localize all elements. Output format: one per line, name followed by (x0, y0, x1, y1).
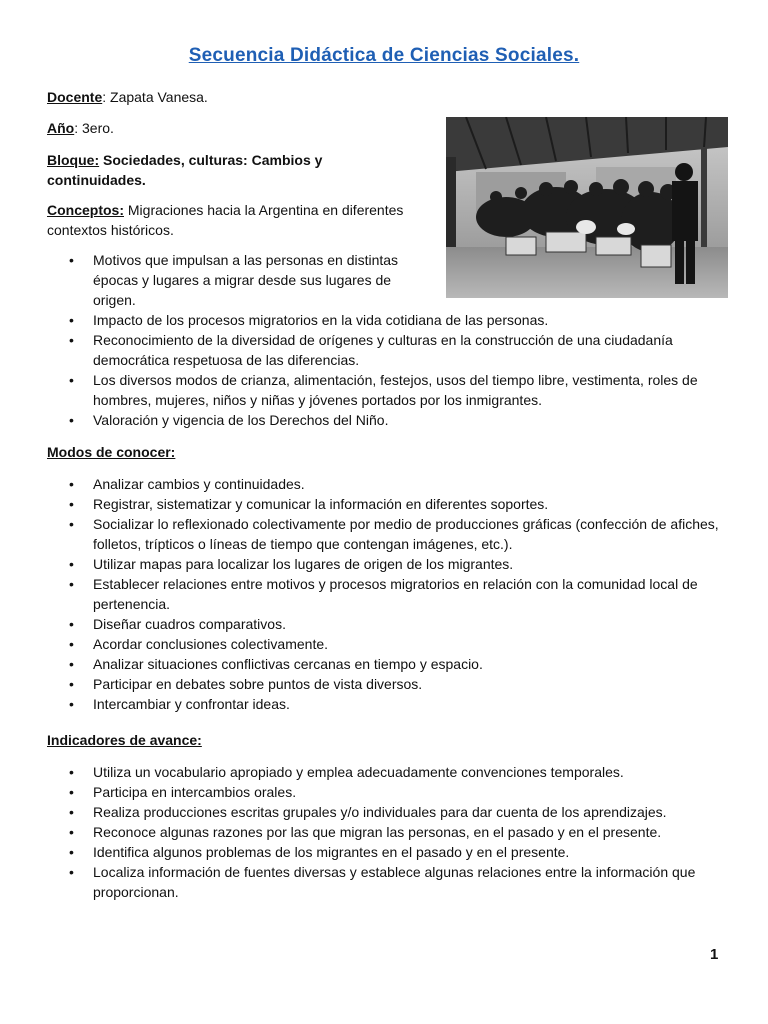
conceptos-line (47, 200, 407, 240)
list-item: • Identifica algunos problemas de los migrantes en el pasado y en el presente. (47, 842, 737, 862)
conceptos-value: Migraciones hacia la Argentina en diferentes contextos históricos. (47, 202, 404, 238)
modos-list (47, 474, 727, 714)
list-item: • Socializar lo reflexionado colectivamente por medio de producciones gráficas (confección de afiches, folletos, trípticos o líneas de tiempo que contengan imágenes, etc.). (47, 514, 727, 554)
docente-line (47, 87, 208, 107)
bloque-label: Bloque: (47, 152, 100, 168)
list-item: • Utilizar mapas para localizar los lugares de origen de los migrantes. (47, 554, 727, 574)
modos-heading (47, 442, 175, 462)
docente-label: Docente (47, 89, 103, 105)
list-item: • Reconoce algunas razones por las que migran las personas, en el pasado y en el presente. (47, 822, 737, 842)
list-item: • Acordar conclusiones colectivamente. (47, 634, 727, 654)
indicadores-heading (47, 730, 202, 750)
docente-value: : Zapata Vanesa. (102, 89, 208, 105)
bloque-line (47, 150, 377, 190)
list-item: • Impacto de los procesos migratorios en la vida cotidiana de las personas. (47, 310, 713, 330)
list-item: • Realiza producciones escritas grupales y/o individuales para dar cuenta de los aprendizajes. (47, 802, 737, 822)
conceptos-list (47, 250, 713, 430)
conceptos-label: Conceptos: (47, 202, 124, 218)
bloque-value: Sociedades, culturas: Cambios y continuidades. (47, 152, 323, 188)
list-item: • Intercambiar y confrontar ideas. (47, 694, 727, 714)
list-item: • Diseñar cuadros comparativos. (47, 614, 727, 634)
anio-label: Año (47, 120, 75, 136)
indicadores-list (47, 762, 737, 902)
anio-line (47, 118, 114, 138)
list-item: • Los diversos modos de crianza, alimentación, festejos, usos del tiempo libre, vestimenta, roles de hombres, mujeres, niños y niñas y jóvenes portados por los inmigrantes. (47, 370, 713, 410)
page-title: Secuencia Didáctica de Ciencias Sociales. (188, 45, 580, 66)
page-number: 1 (710, 946, 719, 963)
list-item: • Establecer relaciones entre motivos y procesos migratorios en relación con la comunidad local de pertenencia. (47, 574, 727, 614)
list-item: • Reconocimiento de la diversidad de orígenes y culturas en la construcción de una ciudadanía democrática respetuosa de las diferencias. (47, 330, 713, 370)
list-item: • Localiza información de fuentes diversas y establece algunas relaciones entre la información que proporcionan. (47, 862, 737, 902)
anio-value: : 3ero. (74, 120, 114, 136)
indicadores-heading-label: Indicadores de avance: (47, 732, 202, 748)
list-item: • Utiliza un vocabulario apropiado y emplea adecuadamente convenciones temporales. (47, 762, 737, 782)
list-item: • Registrar, sistematizar y comunicar la información en diferentes soportes. (47, 494, 727, 514)
list-item: • Analizar cambios y continuidades. (47, 474, 727, 494)
list-item: • Valoración y vigencia de los Derechos del Niño. (47, 410, 713, 430)
list-item: • Participa en intercambios orales. (47, 782, 737, 802)
list-item: • Analizar situaciones conflictivas cercanas en tiempo y espacio. (47, 654, 727, 674)
list-item: • Motivos que impulsan a las personas en distintas épocas y lugares a migrar desde sus lugares de origen. (47, 250, 433, 310)
modos-heading-label: Modos de conocer: (47, 444, 176, 460)
list-item: • Participar en debates sobre puntos de vista diversos. (47, 674, 727, 694)
